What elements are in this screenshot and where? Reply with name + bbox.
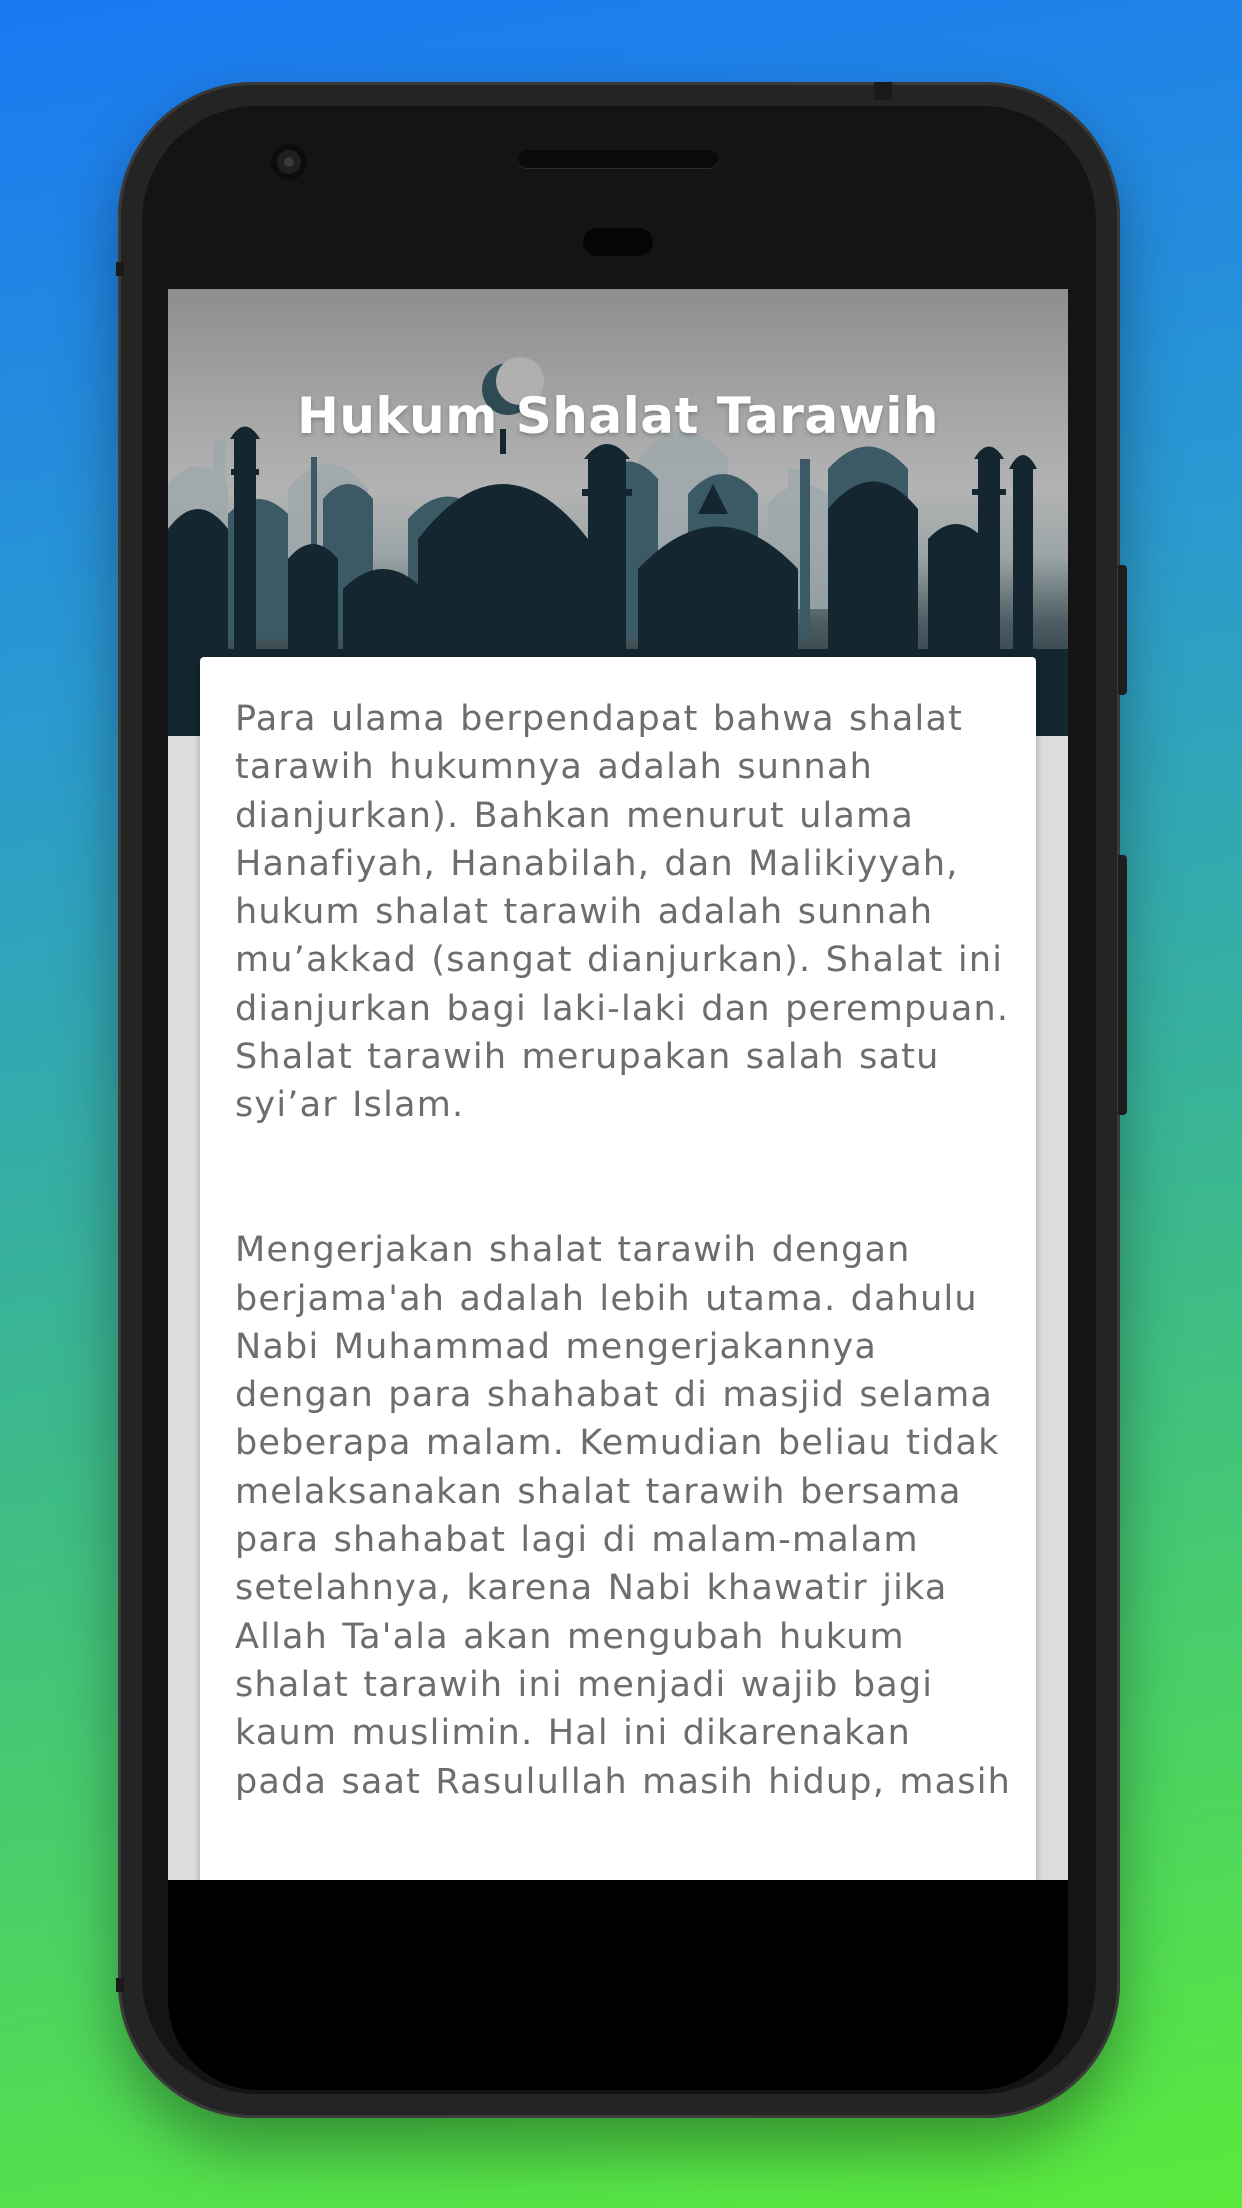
article-text (235, 695, 1015, 1806)
phone-top-button (874, 82, 892, 100)
page-title: Hukum Shalat Tarawih (296, 387, 940, 445)
proximity-sensor (583, 228, 653, 256)
phone-left-notch-bottom (116, 1978, 124, 1992)
phone-power-button (1118, 565, 1127, 695)
article-paragraph-1: Para ulama berpendapat bahwa shalat tarawih hukumnya adalah sunnah dianjurkan). Bahkan menurut ulama Hanafiyah, Hanabilah, dan Malikiyyah, hukum shalat tarawih adalah sunnah mu’akkad (sangat dianjurkan). Shalat ini dianjurkan bagi laki-laki dan perempuan. Shalat tarawih merupakan salah satu syi’ar Islam. (235, 699, 1010, 1126)
earpiece-speaker (518, 150, 718, 168)
app-screen (168, 289, 1068, 1880)
navigation-bar-area (168, 1880, 1068, 2090)
phone-volume-button (1118, 855, 1127, 1115)
front-camera (271, 144, 307, 180)
phone-left-notch-top (116, 262, 124, 276)
article-card[interactable] (200, 657, 1036, 1880)
article-paragraph-2: Mengerjakan shalat tarawih dengan berjama'ah adalah lebih utama. dahulu Nabi Muhammad mengerjakannya dengan para shahabat di masjid selama beberapa malam. Kemudian beliau tidak melaksanakan shalat tarawih bersama para shahabat lagi di malam-malam setelahnya, karena Nabi khawatir jika Allah Ta'ala akan mengubah hukum shalat tarawih ini menjadi wajib bagi kaum muslimin. Hal ini dikarenakan pada saat Rasulullah masih hidup, masih (235, 1230, 1012, 1802)
